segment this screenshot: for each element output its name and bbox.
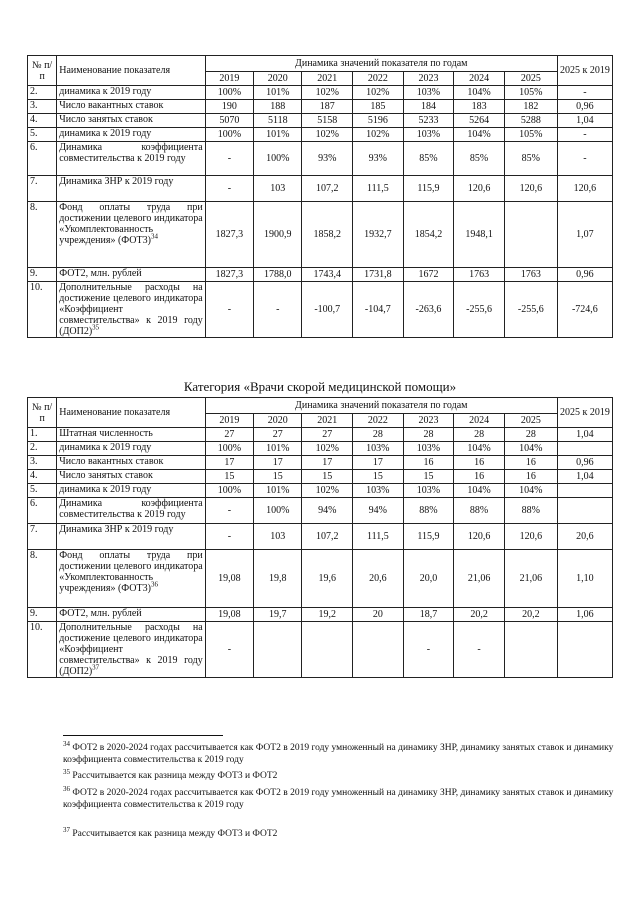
ratio-cell xyxy=(557,622,612,678)
footnote xyxy=(63,825,619,840)
row-number: 5. xyxy=(28,128,57,142)
row-name xyxy=(57,202,205,268)
value-cell: 15 xyxy=(302,470,353,484)
row-name-text: Дополнительные расходы на достижение целевого индикатора «Коэффициент совместительства» к 2019 году (ДОП2) xyxy=(59,282,203,337)
row-name xyxy=(57,176,205,202)
row-name-text: динамика к 2019 году xyxy=(59,484,152,495)
value-cell: 21,06 xyxy=(504,550,557,608)
value-cell: 101% xyxy=(254,484,302,498)
value-cell: 1854,2 xyxy=(403,202,454,268)
table-row xyxy=(28,608,613,622)
table-row xyxy=(28,100,613,114)
footnote-ref: 37 xyxy=(92,663,100,672)
indicator-table-1 xyxy=(27,55,613,338)
table-row xyxy=(28,428,613,442)
value-cell: 85% xyxy=(504,142,557,176)
row-number: 7. xyxy=(28,176,57,202)
value-cell: 85% xyxy=(403,142,454,176)
footnote-ref: 35 xyxy=(92,323,100,332)
value-cell: - xyxy=(254,282,302,338)
value-cell: 115,9 xyxy=(403,524,454,550)
table-row xyxy=(28,442,613,456)
value-cell: 102% xyxy=(353,128,404,142)
value-cell: 103 xyxy=(254,176,302,202)
value-cell: 1827,3 xyxy=(205,202,253,268)
table-row xyxy=(28,622,613,678)
row-name-text: Дополнительные расходы на достижение целевого индикатора «Коэффициент совместительства» к 2019 году (ДОП2) xyxy=(59,622,203,677)
row-number: 9. xyxy=(28,268,57,282)
value-cell: 15 xyxy=(353,470,404,484)
category-title: Категория «Врачи скорой медицинской помощи» xyxy=(183,379,457,394)
value-cell: 20,6 xyxy=(353,550,404,608)
value-cell: -100,7 xyxy=(302,282,353,338)
value-cell: - xyxy=(205,176,253,202)
value-cell: - xyxy=(205,142,253,176)
value-cell: 88% xyxy=(454,498,505,524)
footnote-number: 34 xyxy=(63,739,70,748)
value-cell: 1743,4 xyxy=(302,268,353,282)
row-name xyxy=(57,100,205,114)
value-cell: 20 xyxy=(353,608,404,622)
table-row xyxy=(28,142,613,176)
ratio-cell: 120,6 xyxy=(557,176,612,202)
value-cell: 17 xyxy=(205,456,253,470)
header-year: 2024 xyxy=(454,414,505,428)
row-name xyxy=(57,622,205,678)
value-cell: 1932,7 xyxy=(353,202,404,268)
footnote-number: 35 xyxy=(63,767,70,776)
value-cell: 28 xyxy=(504,428,557,442)
table-row xyxy=(28,202,613,268)
row-name xyxy=(57,550,205,608)
value-cell: 100% xyxy=(205,442,253,456)
table-row xyxy=(28,470,613,484)
value-cell: - xyxy=(205,524,253,550)
value-cell: 19,08 xyxy=(205,550,253,608)
value-cell: 190 xyxy=(205,100,253,114)
value-cell: 103% xyxy=(403,86,454,100)
header-year: 2025 xyxy=(504,414,557,428)
value-cell: 101% xyxy=(254,128,302,142)
row-name-text: динамика к 2019 году xyxy=(59,442,152,453)
footnote-ref: 36 xyxy=(150,580,158,589)
value-cell: 5288 xyxy=(504,114,557,128)
value-cell: 104% xyxy=(504,442,557,456)
value-cell: - xyxy=(454,622,505,678)
value-cell: 107,2 xyxy=(302,524,353,550)
row-name xyxy=(57,470,205,484)
footnote-text: Рассчитывается как разница между ФОТ3 и ФОТ2 xyxy=(72,771,278,781)
value-cell: 19,7 xyxy=(254,608,302,622)
ratio-cell xyxy=(557,498,612,524)
value-cell: 27 xyxy=(302,428,353,442)
table-row xyxy=(28,550,613,608)
row-number: 2. xyxy=(28,86,57,100)
row-number: 7. xyxy=(28,524,57,550)
ratio-cell: 0,96 xyxy=(557,100,612,114)
ratio-cell: - xyxy=(557,128,612,142)
value-cell: 1827,3 xyxy=(205,268,253,282)
row-name xyxy=(57,428,205,442)
header-name: Наименование показателя xyxy=(57,56,205,86)
ratio-cell: 1,06 xyxy=(557,608,612,622)
row-number: 2. xyxy=(28,442,57,456)
ratio-cell xyxy=(557,484,612,498)
value-cell: 182 xyxy=(504,100,557,114)
row-name xyxy=(57,128,205,142)
value-cell: 20,0 xyxy=(403,550,454,608)
value-cell: 17 xyxy=(302,456,353,470)
value-cell: 20,2 xyxy=(454,608,505,622)
ratio-cell: 1,04 xyxy=(557,470,612,484)
header-year: 2021 xyxy=(302,72,353,86)
value-cell: 5118 xyxy=(254,114,302,128)
value-cell xyxy=(504,202,557,268)
value-cell: 104% xyxy=(504,484,557,498)
value-cell: 5264 xyxy=(454,114,505,128)
value-cell: 93% xyxy=(353,142,404,176)
header-no: № п/п xyxy=(28,398,57,428)
value-cell: 1900,9 xyxy=(254,202,302,268)
value-cell xyxy=(353,622,404,678)
value-cell: 100% xyxy=(205,86,253,100)
value-cell: 88% xyxy=(403,498,454,524)
value-cell: 183 xyxy=(454,100,505,114)
value-cell: 103% xyxy=(353,484,404,498)
value-cell: - xyxy=(205,282,253,338)
row-name xyxy=(57,484,205,498)
value-cell: 16 xyxy=(454,470,505,484)
value-cell: 16 xyxy=(504,456,557,470)
row-name-text: динамика к 2019 году xyxy=(59,86,152,97)
row-name-text: Динамика коэффициента совместительства к 2019 году xyxy=(59,498,203,520)
table-row xyxy=(28,282,613,338)
row-name xyxy=(57,498,205,524)
footnote-text: ФОТ2 в 2020-2024 годах рассчитывается как ФОТ2 в 2019 году умноженный на динамику ЗНР, динамику занятых ставок и динамику коэффициента совместительства к 2019 году xyxy=(63,788,614,810)
table-row xyxy=(28,456,613,470)
footnote xyxy=(63,767,619,782)
value-cell: 184 xyxy=(403,100,454,114)
footnote xyxy=(63,739,619,766)
header-year: 2023 xyxy=(403,414,454,428)
value-cell: -104,7 xyxy=(353,282,404,338)
value-cell: 100% xyxy=(254,142,302,176)
value-cell: 101% xyxy=(254,442,302,456)
value-cell: 111,5 xyxy=(353,524,404,550)
row-number: 4. xyxy=(28,114,57,128)
value-cell xyxy=(254,622,302,678)
header-name: Наименование показателя xyxy=(57,398,205,428)
header-dynamics: Динамика значений показателя по годам xyxy=(205,398,557,414)
row-number: 4. xyxy=(28,470,57,484)
value-cell: 103% xyxy=(403,442,454,456)
table-row xyxy=(28,128,613,142)
header-2025-vs-2019: 2025 к 2019 xyxy=(557,398,612,428)
value-cell: 102% xyxy=(353,86,404,100)
value-cell: 94% xyxy=(302,498,353,524)
ratio-cell: 1,04 xyxy=(557,428,612,442)
ratio-cell xyxy=(557,442,612,456)
value-cell: 100% xyxy=(254,498,302,524)
row-name xyxy=(57,114,205,128)
row-name xyxy=(57,268,205,282)
footnote-divider xyxy=(63,735,223,736)
row-name-text: Динамика коэффициента совместительства к 2019 году xyxy=(59,142,203,164)
header-year: 2019 xyxy=(205,72,253,86)
value-cell: 15 xyxy=(254,470,302,484)
table-row xyxy=(28,484,613,498)
value-cell: 120,6 xyxy=(504,176,557,202)
table-row xyxy=(28,268,613,282)
value-cell: 15 xyxy=(403,470,454,484)
value-cell: 100% xyxy=(205,484,253,498)
row-name-text: динамика к 2019 году xyxy=(59,128,152,139)
value-cell: - xyxy=(403,622,454,678)
value-cell: -255,6 xyxy=(504,282,557,338)
ratio-cell: 20,6 xyxy=(557,524,612,550)
value-cell: 1858,2 xyxy=(302,202,353,268)
row-name-text: ФОТ2, млн. рублей xyxy=(59,608,142,619)
header-year: 2025 xyxy=(504,72,557,86)
ratio-cell: 0,96 xyxy=(557,456,612,470)
row-name xyxy=(57,142,205,176)
header-year: 2020 xyxy=(254,72,302,86)
value-cell: 85% xyxy=(454,142,505,176)
footnote-ref: 34 xyxy=(150,232,158,241)
value-cell: 102% xyxy=(302,442,353,456)
table-row xyxy=(28,114,613,128)
value-cell: 105% xyxy=(504,128,557,142)
value-cell: 107,2 xyxy=(302,176,353,202)
value-cell: 16 xyxy=(403,456,454,470)
value-cell: -255,6 xyxy=(454,282,505,338)
row-number: 10. xyxy=(28,282,57,338)
value-cell: 104% xyxy=(454,442,505,456)
value-cell: 105% xyxy=(504,86,557,100)
value-cell: 17 xyxy=(353,456,404,470)
value-cell: 5158 xyxy=(302,114,353,128)
value-cell: 28 xyxy=(353,428,404,442)
ratio-cell: 1,10 xyxy=(557,550,612,608)
table-row xyxy=(28,86,613,100)
ratio-cell: 0,96 xyxy=(557,268,612,282)
ratio-cell: 1,07 xyxy=(557,202,612,268)
value-cell: 93% xyxy=(302,142,353,176)
value-cell: 17 xyxy=(254,456,302,470)
value-cell: 19,6 xyxy=(302,550,353,608)
value-cell xyxy=(302,622,353,678)
value-cell: - xyxy=(205,622,253,678)
value-cell: 120,6 xyxy=(454,524,505,550)
value-cell: 16 xyxy=(504,470,557,484)
value-cell: 185 xyxy=(353,100,404,114)
value-cell: 5233 xyxy=(403,114,454,128)
header-year: 2022 xyxy=(353,414,404,428)
value-cell: 188 xyxy=(254,100,302,114)
value-cell xyxy=(504,622,557,678)
value-cell: 94% xyxy=(353,498,404,524)
row-name xyxy=(57,524,205,550)
row-name-text: Динамика ЗНР к 2019 году xyxy=(59,524,174,535)
footnote-text: ФОТ2 в 2020-2024 годах рассчитывается как ФОТ2 в 2019 году умноженный на динамику ЗНР, динамику занятых ставок и динамику коэффициента совместительства к 2019 году xyxy=(63,743,614,765)
row-name-text: Число занятых ставок xyxy=(59,470,153,481)
row-name-text: Фонд оплаты труда при достижении целевого индикатора «Укомплектованность учреждения» (ФОТ3) xyxy=(59,202,203,246)
row-name xyxy=(57,608,205,622)
value-cell: 28 xyxy=(403,428,454,442)
value-cell: 115,9 xyxy=(403,176,454,202)
ratio-cell: - xyxy=(557,86,612,100)
value-cell: 102% xyxy=(302,86,353,100)
row-name xyxy=(57,86,205,100)
value-cell: 1763 xyxy=(504,268,557,282)
footnote xyxy=(63,784,619,811)
indicator-table-2 xyxy=(27,397,613,678)
header-year: 2024 xyxy=(454,72,505,86)
row-number: 3. xyxy=(28,456,57,470)
value-cell: 19,8 xyxy=(254,550,302,608)
table-row xyxy=(28,524,613,550)
value-cell: 102% xyxy=(302,484,353,498)
row-name xyxy=(57,282,205,338)
row-name-text: Число занятых ставок xyxy=(59,114,153,125)
footnote-number: 37 xyxy=(63,825,70,834)
value-cell: 1788,0 xyxy=(254,268,302,282)
value-cell: 1948,1 xyxy=(454,202,505,268)
value-cell: 27 xyxy=(254,428,302,442)
row-number: 6. xyxy=(28,498,57,524)
row-name-text: Штатная численность xyxy=(59,428,153,439)
value-cell: 104% xyxy=(454,484,505,498)
value-cell: 1672 xyxy=(403,268,454,282)
row-name xyxy=(57,456,205,470)
row-name-text: Число вакантных ставок xyxy=(59,100,164,111)
table-row xyxy=(28,176,613,202)
header-year: 2021 xyxy=(302,414,353,428)
header-year: 2019 xyxy=(205,414,253,428)
value-cell: - xyxy=(205,498,253,524)
row-name-text: Фонд оплаты труда при достижении целевого индикатора «Укомплектованность учреждения» (ФОТ3) xyxy=(59,550,203,594)
value-cell: 103% xyxy=(353,442,404,456)
value-cell: 103% xyxy=(403,484,454,498)
header-year: 2022 xyxy=(353,72,404,86)
row-number: 1. xyxy=(28,428,57,442)
header-year: 2020 xyxy=(254,414,302,428)
value-cell: 104% xyxy=(454,86,505,100)
header-2025-vs-2019: 2025 к 2019 xyxy=(557,56,612,86)
value-cell: 102% xyxy=(302,128,353,142)
row-name-text: Число вакантных ставок xyxy=(59,456,164,467)
value-cell: 16 xyxy=(454,456,505,470)
value-cell: 20,2 xyxy=(504,608,557,622)
row-name-text: ФОТ2, млн. рублей xyxy=(59,268,142,279)
value-cell: 111,5 xyxy=(353,176,404,202)
header-no: № п/п xyxy=(28,56,57,86)
value-cell: 19,08 xyxy=(205,608,253,622)
value-cell: -263,6 xyxy=(403,282,454,338)
footnote-number: 36 xyxy=(63,784,70,793)
row-name xyxy=(57,442,205,456)
footnote-text: Рассчитывается как разница между ФОТ3 и ФОТ2 xyxy=(72,829,278,839)
value-cell: 103 xyxy=(254,524,302,550)
row-number: 8. xyxy=(28,550,57,608)
header-year: 2023 xyxy=(403,72,454,86)
value-cell: 1731,8 xyxy=(353,268,404,282)
value-cell: 88% xyxy=(504,498,557,524)
row-number: 10. xyxy=(28,622,57,678)
value-cell: 1763 xyxy=(454,268,505,282)
row-number: 5. xyxy=(28,484,57,498)
value-cell: 101% xyxy=(254,86,302,100)
header-dynamics: Динамика значений показателя по годам xyxy=(205,56,557,72)
value-cell: 120,6 xyxy=(454,176,505,202)
value-cell: 100% xyxy=(205,128,253,142)
value-cell: 5070 xyxy=(205,114,253,128)
value-cell: 21,06 xyxy=(454,550,505,608)
value-cell: 18,7 xyxy=(403,608,454,622)
value-cell: 103% xyxy=(403,128,454,142)
value-cell: 19,2 xyxy=(302,608,353,622)
ratio-cell: - xyxy=(557,142,612,176)
value-cell: 120,6 xyxy=(504,524,557,550)
value-cell: 187 xyxy=(302,100,353,114)
value-cell: 15 xyxy=(205,470,253,484)
row-name-text: Динамика ЗНР к 2019 году xyxy=(59,176,174,187)
ratio-cell: -724,6 xyxy=(557,282,612,338)
value-cell: 5196 xyxy=(353,114,404,128)
ratio-cell: 1,04 xyxy=(557,114,612,128)
value-cell: 28 xyxy=(454,428,505,442)
row-number: 3. xyxy=(28,100,57,114)
value-cell: 104% xyxy=(454,128,505,142)
row-number: 8. xyxy=(28,202,57,268)
row-number: 6. xyxy=(28,142,57,176)
table-row xyxy=(28,498,613,524)
value-cell: 27 xyxy=(205,428,253,442)
row-number: 9. xyxy=(28,608,57,622)
